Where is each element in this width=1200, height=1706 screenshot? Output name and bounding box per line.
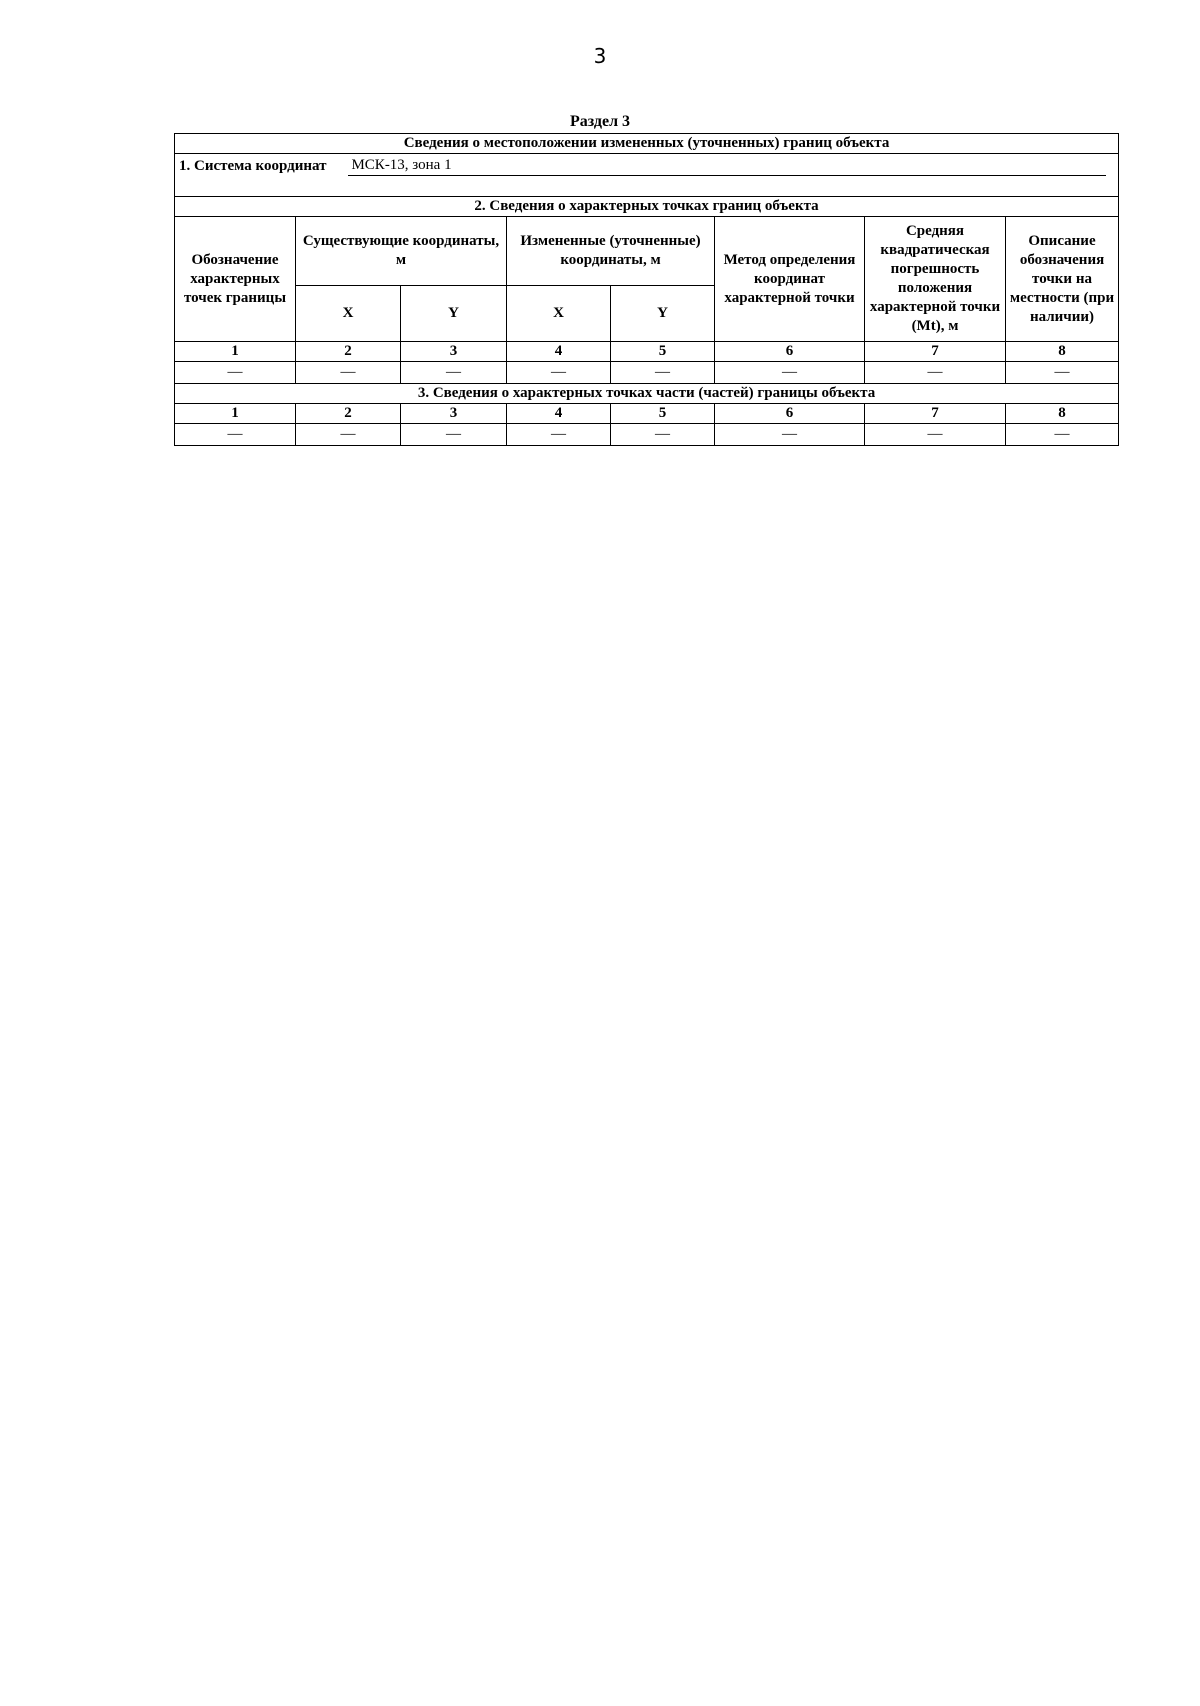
column-number: 3 bbox=[401, 342, 507, 362]
header-rms-error: Средняя квадратическая погрешность положения характерной точки (Mt), м bbox=[865, 217, 1006, 342]
column-number: 2 bbox=[296, 404, 401, 424]
section3-column-numbers-row bbox=[175, 404, 1119, 424]
section2-data-row bbox=[175, 362, 1119, 384]
header-description: Описание обозначения точки на местности (при наличии) bbox=[1006, 217, 1119, 342]
header-existing-coords: Существующие координаты, м bbox=[296, 217, 507, 286]
coordinate-system-spacer-row bbox=[175, 176, 1119, 197]
table-cell: — bbox=[507, 424, 611, 446]
column-number: 5 bbox=[611, 342, 715, 362]
header-changed-x: X bbox=[507, 286, 611, 342]
subsection3-title-row bbox=[175, 384, 1119, 404]
coordinate-system-value: МСК-13, зона 1 bbox=[348, 156, 1106, 176]
column-number: 4 bbox=[507, 404, 611, 424]
table-cell: — bbox=[715, 424, 865, 446]
header-changed-y: Y bbox=[611, 286, 715, 342]
table-cell: — bbox=[611, 424, 715, 446]
section-title: Раздел 3 bbox=[569, 113, 631, 130]
column-numbers-row bbox=[175, 342, 1119, 362]
column-number: 8 bbox=[1006, 342, 1119, 362]
column-number: 7 bbox=[865, 342, 1006, 362]
section3-data-row bbox=[175, 424, 1119, 446]
coordinate-system-label: 1. Система координат bbox=[179, 158, 327, 174]
table-cell: — bbox=[1006, 424, 1119, 446]
page-number: 3 bbox=[593, 44, 607, 68]
header-existing-x: X bbox=[296, 286, 401, 342]
table-cell: — bbox=[401, 424, 507, 446]
column-number: 6 bbox=[715, 404, 865, 424]
header-row-1 bbox=[175, 217, 1119, 286]
header-method: Метод определения координат характерной точки bbox=[715, 217, 865, 342]
column-number: 8 bbox=[1006, 404, 1119, 424]
column-number: 3 bbox=[401, 404, 507, 424]
table-cell: — bbox=[715, 362, 865, 384]
header-existing-y: Y bbox=[401, 286, 507, 342]
table-cell: — bbox=[175, 362, 296, 384]
coordinate-system-spacer bbox=[175, 176, 1119, 197]
main-title: Сведения о местоположении измененных (уточненных) границ объекта bbox=[175, 134, 1119, 154]
table-cell: — bbox=[296, 424, 401, 446]
column-number: 6 bbox=[715, 342, 865, 362]
coordinate-system-row bbox=[175, 154, 1119, 177]
column-number: 7 bbox=[865, 404, 1006, 424]
column-number: 2 bbox=[296, 342, 401, 362]
table-cell: — bbox=[611, 362, 715, 384]
table-cell: — bbox=[401, 362, 507, 384]
coordinate-system-cell bbox=[175, 154, 1119, 177]
column-number: 1 bbox=[175, 342, 296, 362]
boundary-table bbox=[174, 133, 1119, 446]
subsection3-title: 3. Сведения о характерных точках части (частей) границы объекта bbox=[175, 384, 1119, 404]
table-cell: — bbox=[865, 424, 1006, 446]
column-number: 5 bbox=[611, 404, 715, 424]
table-cell: — bbox=[507, 362, 611, 384]
table-cell: — bbox=[175, 424, 296, 446]
subsection2-title-row bbox=[175, 197, 1119, 217]
table-cell: — bbox=[865, 362, 1006, 384]
main-title-row bbox=[175, 134, 1119, 154]
header-changed-coords: Измененные (уточненные) координаты, м bbox=[507, 217, 715, 286]
column-number: 1 bbox=[175, 404, 296, 424]
subsection2-title: 2. Сведения о характерных точках границ объекта bbox=[175, 197, 1119, 217]
table-cell: — bbox=[1006, 362, 1119, 384]
column-number: 4 bbox=[507, 342, 611, 362]
table-cell: — bbox=[296, 362, 401, 384]
header-designation: Обозначение характерных точек границы bbox=[175, 217, 296, 342]
